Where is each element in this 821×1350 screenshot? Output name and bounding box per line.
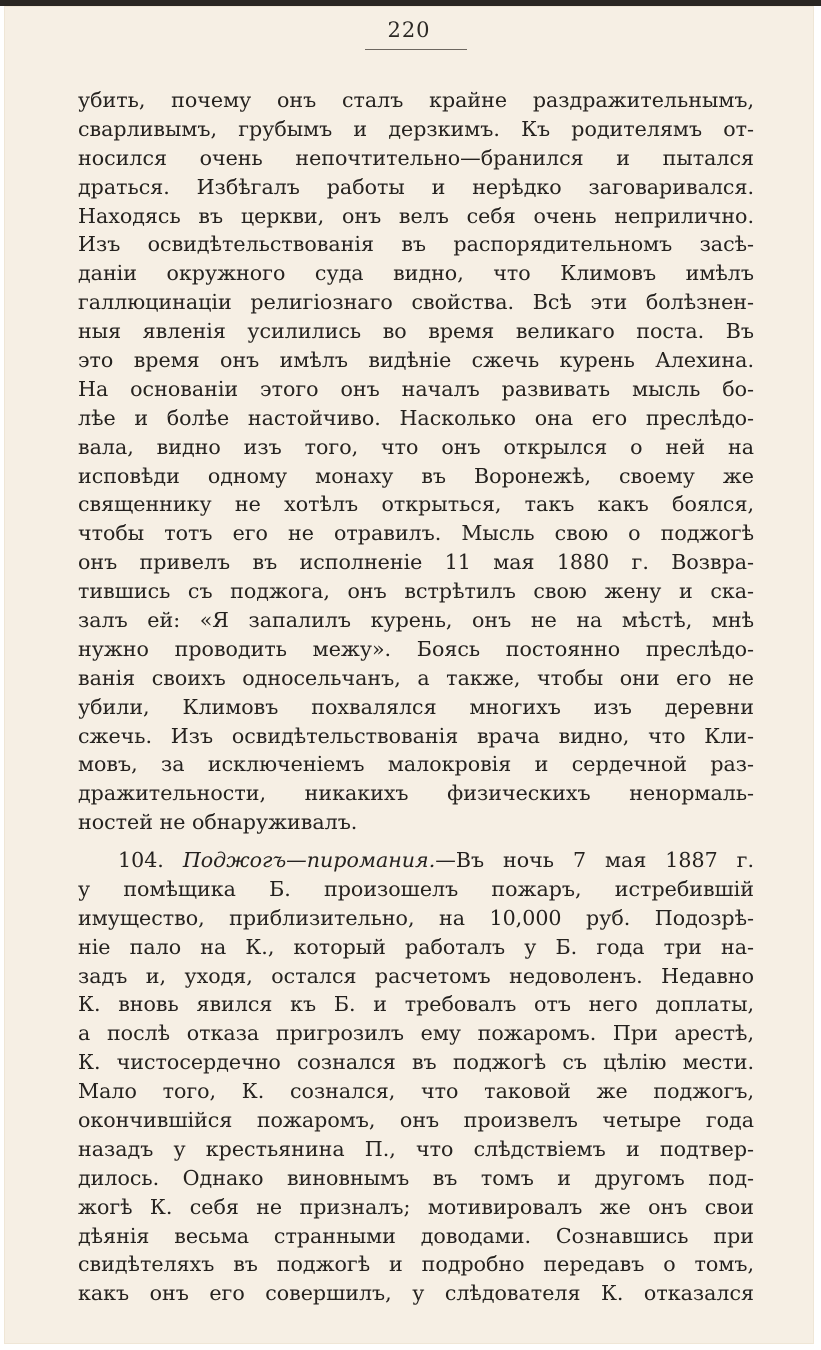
text-line: К. вновь явился къ Б. и требовалъ отъ него доплаты, <box>78 992 754 1017</box>
text-line: ныя явленія усилились во время великаго поста. Въ <box>78 319 754 344</box>
paragraph-1 <box>78 86 754 837</box>
text-line: назадъ у крестьянина П., что слѣдствіемъ и подтвер- <box>78 1136 754 1161</box>
text-line: ванія своихъ односельчанъ, а также, чтобы они его не <box>78 665 754 690</box>
text-line: онъ привелъ въ исполненіе 11 мая 1880 г. Возвра- <box>78 550 754 575</box>
text-line: залъ ей: «Я запалилъ курень, онъ не на мѣстѣ, мнѣ <box>78 608 754 633</box>
text-line: Изъ освидѣтельствованія въ распорядительномъ засѣ- <box>78 232 754 257</box>
text-line: а послѣ отказа пригрозилъ ему пожаромъ. При арестѣ, <box>78 1021 754 1046</box>
text-line: нужно проводить межу». Боясь постоянно преслѣдо- <box>78 636 754 661</box>
text-line: дражительности, никакихъ физическихъ ненормаль- <box>78 781 754 806</box>
text-line: сварливымъ, грубымъ и дерзкимъ. Къ родителямъ от- <box>78 116 754 141</box>
text-line: сжечь. Изъ освидѣтельствованія врача видно, что Кли- <box>78 723 754 748</box>
text-line: На основаніи этого онъ началъ развивать мысль бо- <box>78 376 754 401</box>
text-line: ніе пало на К., который работалъ у Б. года три на- <box>78 934 754 959</box>
text-line: жогѣ К. себя не призналъ; мотивировалъ же онъ свои <box>78 1194 754 1219</box>
text-line: дилось. Однако виновнымъ въ томъ и другомъ под- <box>78 1165 754 1190</box>
text-line: у помѣщика Б. произошелъ пожаръ, истребившій <box>78 876 754 901</box>
text-line: чтобы тотъ его не отравилъ. Мысль свою о поджогѣ <box>78 521 754 546</box>
text-line: убить, почему онъ сталъ крайне раздражительнымъ, <box>78 88 754 112</box>
text-line: это время онъ имѣлъ видѣніе сжечь курень Алехина. <box>78 348 754 373</box>
text-line: убили, Климовъ похвалялся многихъ изъ деревни <box>78 694 754 719</box>
text-line: какъ онъ его совершилъ, у слѣдователя К. отказался <box>78 1281 754 1306</box>
text-line: Мало того, К. сознался, что таковой же поджогъ, <box>78 1079 754 1104</box>
text-line: драться. Избѣгалъ работы и нерѣдко заговаривался. <box>78 174 754 199</box>
text-line: лѣе и болѣе настойчиво. Насколько она его преслѣдо- <box>78 405 754 430</box>
text-line: тившись съ поджога, онъ встрѣтилъ свою жену и ска- <box>78 579 754 604</box>
text-line: К. чистосердечно сознался въ поджогѣ съ цѣлію мести. <box>78 1050 754 1075</box>
text-line: имущество, приблизительно, на 10,000 руб. Подозрѣ- <box>78 905 754 930</box>
text-line: свидѣтеляхъ въ поджогѣ и подробно передавъ о томъ, <box>78 1252 754 1277</box>
section-number: 104. <box>118 848 164 872</box>
text-line: исповѣди одному монаху въ Воронежѣ, своему же <box>78 463 754 488</box>
header-rule <box>365 49 467 50</box>
text-line: ностей не обнаруживалъ. <box>78 810 358 835</box>
text-line: окончившійся пожаромъ, онъ произвелъ четыре года <box>78 1108 754 1133</box>
text-line: даніи окружного суда видно, что Климовъ имѣлъ <box>78 261 754 286</box>
section-first-line-text: —Въ ночь 7 мая 1887 г. <box>435 848 754 872</box>
paragraph-2 <box>78 846 754 1308</box>
section-title: Поджогъ—пиромания. <box>182 848 436 872</box>
text-line: галлюцинаціи религіознаго свойства. Всѣ эти болѣзнен- <box>78 290 754 315</box>
book-page <box>4 6 814 1344</box>
text-line: вала, видно изъ того, что онъ открылся о ней на <box>78 434 754 459</box>
text-line: священнику не хотѣлъ открыться, такъ какъ боялся, <box>78 492 754 517</box>
text-line: носился очень непочтительно—бранился и пытался <box>78 145 754 170</box>
text-line: дѣянія весьма странными доводами. Сознавшись при <box>78 1223 754 1248</box>
text-line: задъ и, уходя, остался расчетомъ недоволенъ. Недавно <box>78 963 754 988</box>
page-number: 220 <box>387 18 431 42</box>
text-line: мовъ, за исключеніемъ малокровія и сердечной раз- <box>78 752 754 777</box>
text-line: Находясь въ церкви, онъ велъ себя очень неприлично. <box>78 203 754 228</box>
section-heading-line <box>78 846 754 875</box>
